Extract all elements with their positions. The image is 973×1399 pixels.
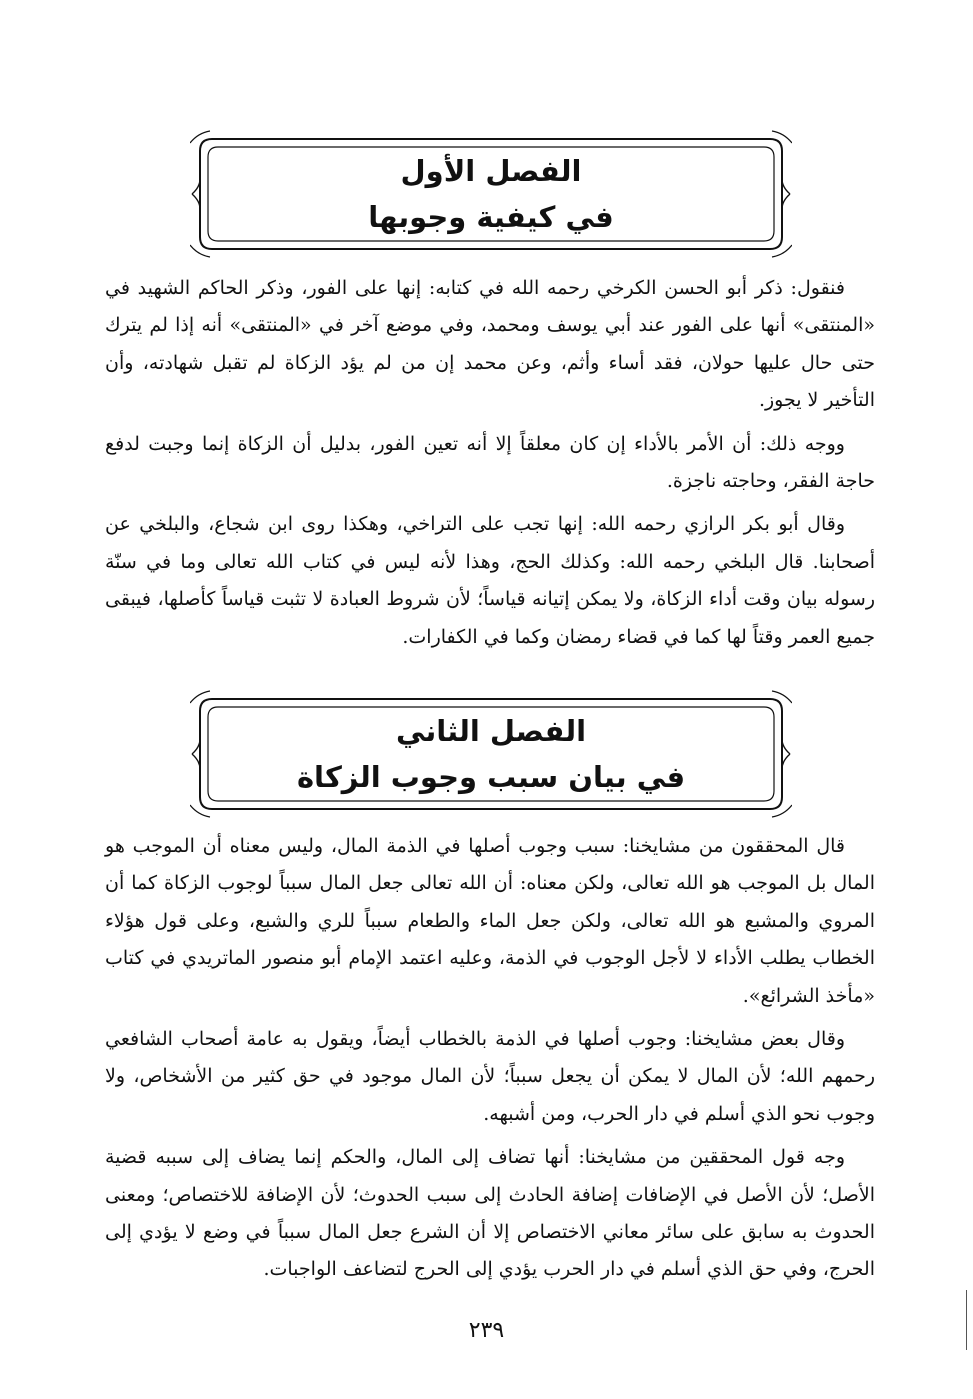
paragraph: وجه قول المحققين من مشايخنا: أنها تضاف إلى المال، والحكم إنما يضاف إلى سببه قضية الأصل؛ لأن الأصل في الإضافات إضافة الحادث إلى سبب الحدوث؛ لأن الإضافة للاختصاص؛ ومعنى الحدوث به سابق على سائر معاني الاختصاص إلا أن الشرع جعل المال سبباً في وضع لا يؤدي إلى الحرج، وفي حق الذي أسلم في دار الحرب يؤدي إلى الحرج لتضاعف الواجبات. — [105, 1146, 875, 1281]
chapter-2-title-frame — [190, 689, 792, 819]
chapter-1-title: الفصل الأول — [400, 154, 582, 188]
paragraph: وقال بعض مشايخنا: وجوب أصلها في الذمة بالخطاب أيضاً، ويقول به عامة أصحاب الشافعي رحمهم الله؛ لأن المال لا يمكن أن يجعل سبباً؛ لأن المال موجود في حق كثير من الأشخاص، ولا وجوب نحو الذي أسلم في دار الحرب، ومن أشبهه. — [105, 1028, 875, 1125]
page-edge-mark — [966, 1290, 967, 1350]
chapter-2-subtitle: في بيان سبب وجوب الزكاة — [296, 760, 686, 794]
paragraph: وقال أبو بكر الرازي رحمه الله: إنها تجب على التراخي، وهكذا روى ابن شجاع، والبلخي عن أصحابنا. قال البلخي رحمه الله: وكذلك الحج، وهذا لأنه ليس في كتاب الله تعالى وما في سنّة رسوله بيان وقت أداء الزكاة، ولا يمكن إتيانه قياساً؛ لأن شروط العبادة لا تثبت قياساً كأصلها، فيبقى جميع العمر وقتاً لها كما في قضاء رمضان وكما في الكفارات. — [105, 513, 875, 648]
chapter-2-title: الفصل الثاني — [395, 714, 587, 748]
paragraph: فنقول: ذكر أبو الحسن الكرخي رحمه الله في كتابه: إنها على الفور، وذكر الحاكم الشهيد في «المنتقى» أنها على الفور عند أبي يوسف ومحمد، وفي موضع آخر في «المنتقى» أنه إذا لم يترك حتى حال عليها حولان، فقد أساء وأثم، وعن محمد إن من لم يؤد الزكاة لم تقبل شهادته، وأن التأخير لا يجوز. — [105, 277, 875, 412]
chapter-1-title-frame — [190, 129, 792, 259]
paragraph: قال المحققون من مشايخنا: سبب وجوب أصلها في الذمة المال، وليس معناه أن الموجب هو المال بل الموجب هو الله تعالى، ولكن معناه: أن الله تعالى جعل المال سبباً لوجوب الزكاة كما أن المروي والمشبع هو الله تعالى، ولكن جعل الماء والطعام سبباً للري والشبع، وعلى قول هؤلاء الخطاب يطلب الأداء لا لأجل الوجوب في الذمة، وعليه اعتمد الإمام أبو منصور الماتريدي في كتاب «مأخذ الشرائع». — [105, 835, 875, 1007]
page-number: ٢٣٩ — [468, 1318, 505, 1343]
chapter-1-subtitle: في كيفية وجوبها — [368, 200, 614, 234]
chapter-2-body — [105, 828, 875, 1289]
paragraph: ووجه ذلك: أن الأمر بالأداء إن كان معلقاً إلا أنه تعين الفور، بدليل أن الزكاة إنما وجبت لدفع حاجة الفقر، وحاجته ناجزة. — [105, 432, 875, 493]
chapter-1-body — [105, 270, 875, 656]
